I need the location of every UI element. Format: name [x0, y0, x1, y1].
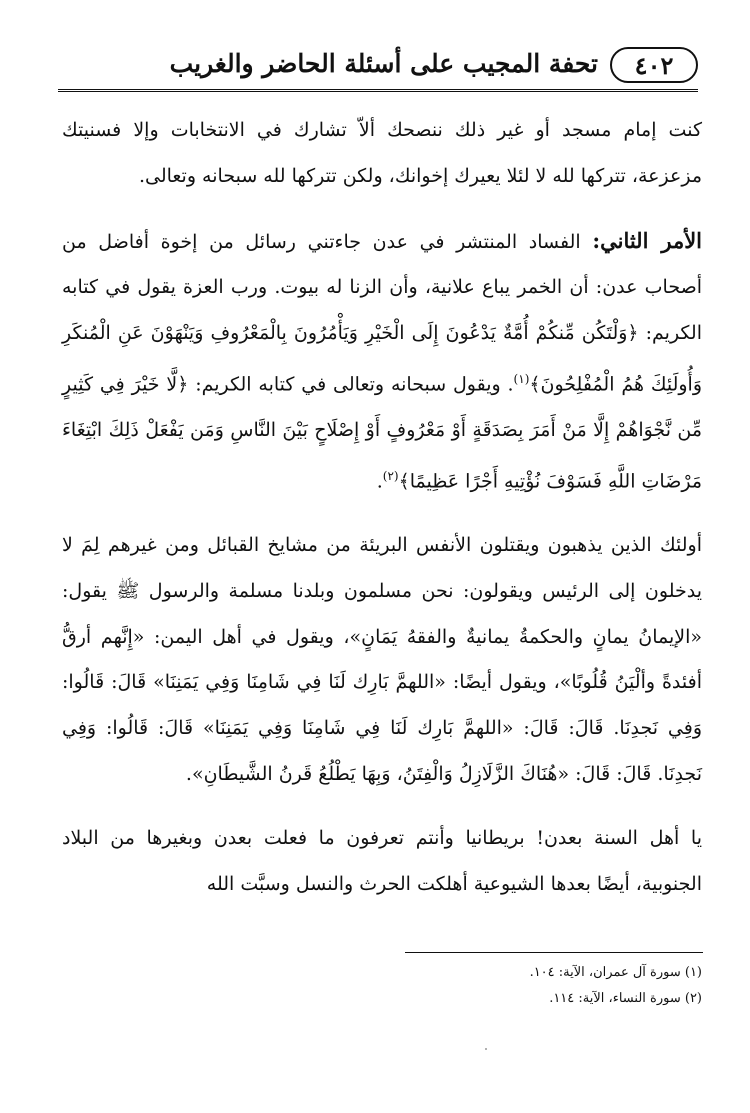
paragraph-text: كنت إمام مسجد أو غير ذلك ننصحك ألاّ تشارك في الانتخابات وإلا فسنيتك مزعزعة، تتركها لله لا لئلا يعيرك إخوانك، ولكن تتركها لله سبحانه وتعالى. — [62, 119, 702, 187]
footnote-ref-1: (١) — [513, 371, 530, 386]
body-text — [62, 108, 702, 907]
footnote-1: (١) سورة آل عمران، الآية: ١٠٤. — [529, 965, 702, 980]
paragraph-3 — [62, 523, 702, 798]
page-number: ٤٠٢ — [610, 47, 698, 83]
running-title: تحفة المجيب على أسئلة الحاضر والغريب — [169, 49, 598, 78]
paragraph-text: الفساد المنتشر في عدن جاءتني رسائل من إخوة أفاضل من أصحاب عدن: أن الخمر يباع علانية، وأن الزنا له بيوت. ورب العزة يقول في كتابه الكريم: ﴿وَلْتَكُن مِّنكُمْ أُمَّةٌ يَدْعُونَ إِلَى الْخَيْرِ وَيَأْمُرُونَ بِالْمَعْرُوفِ وَيَنْهَوْنَ عَنِ الْمُنكَرِ وَأُولَئِكَ هُمُ الْمُفْلِحُونَ﴾ — [62, 230, 703, 396]
footnotes — [62, 960, 702, 1012]
footnote-separator — [405, 952, 703, 953]
paragraph-text: أولئك الذين يذهبون ويقتلون الأنفس البريئة من مشايخ القبائل ومن غيرهم لِمَ لا يدخلون إلى الرئيس ويقولون: نحن مسلمون وبلدنا مسلمة والرسول ﷺ يقول: «الإيمانُ يمانٍ والحكمةُ يمانيةٌ والفقهُ يَمَانٍ»، ويقول في أهل اليمن: «إِنَّهم أرقُّ أفئدةً وألْيَنُ قُلُوبًا»، ويقول أيضًا: «اللهمَّ بَارِك لَنَا فِي شَامِنَا وَفِي يَمَنِنَا» قَالَ: قَالُوا: وَفِي نَجدِنَا. قَالَ: قَالَ: «اللهمَّ بَارِك لَنَا فِي شَامِنَا وَفِي يَمَنِنَا» قَالَ: قَالُوا: وَفِي نَجدِنَا. قَالَ: قَالَ: «هُنَاكَ الزَّلَازِلُ وَالْفِتَنُ، وَبِهَا يَطْلُعُ قَرنُ الشَّيطَانِ». — [62, 534, 702, 786]
paragraph-1 — [62, 108, 702, 200]
paragraph-4 — [62, 816, 702, 908]
section-lead: الأمر الثاني: — [592, 227, 702, 253]
paragraph-2 — [62, 218, 702, 505]
scan-speck — [485, 1048, 487, 1050]
page-header — [58, 45, 698, 93]
footnote-2: (٢) سورة النساء، الآية: ١١٤. — [549, 991, 702, 1006]
paragraph-text-end: . — [376, 470, 383, 493]
paragraph-text: يا أهل السنة بعدن! بريطانيا وأنتم تعرفون ما فعلت بعدن وبغيرها من البلاد الجنوبية، أيضًا بعدها الشيوعية أهلكت الحرث والنسل وسبَّت الله — [62, 826, 702, 895]
footnote-ref-2: (٢) — [382, 468, 399, 483]
header-rule — [58, 89, 698, 92]
paragraph-text-cont: . ويقول سبحانه وتعالى في كتابه الكريم: ﴿لَّا خَيْرَ فِي كَثِيرٍ مِّن نَّجْوَاهُمْ إِلَّا مَنْ أَمَرَ بِصَدَقَةٍ أَوْ مَعْرُوفٍ أَوْ إِصْلَاحٍ بَيْنَ النَّاسِ وَمَن يَفْعَلْ ذَلِكَ ابْتِغَاءَ مَرْضَاتِ اللَّهِ فَسَوْفَ نُؤْتِيهِ أَجْرًا عَظِيمًا﴾ — [62, 373, 702, 493]
